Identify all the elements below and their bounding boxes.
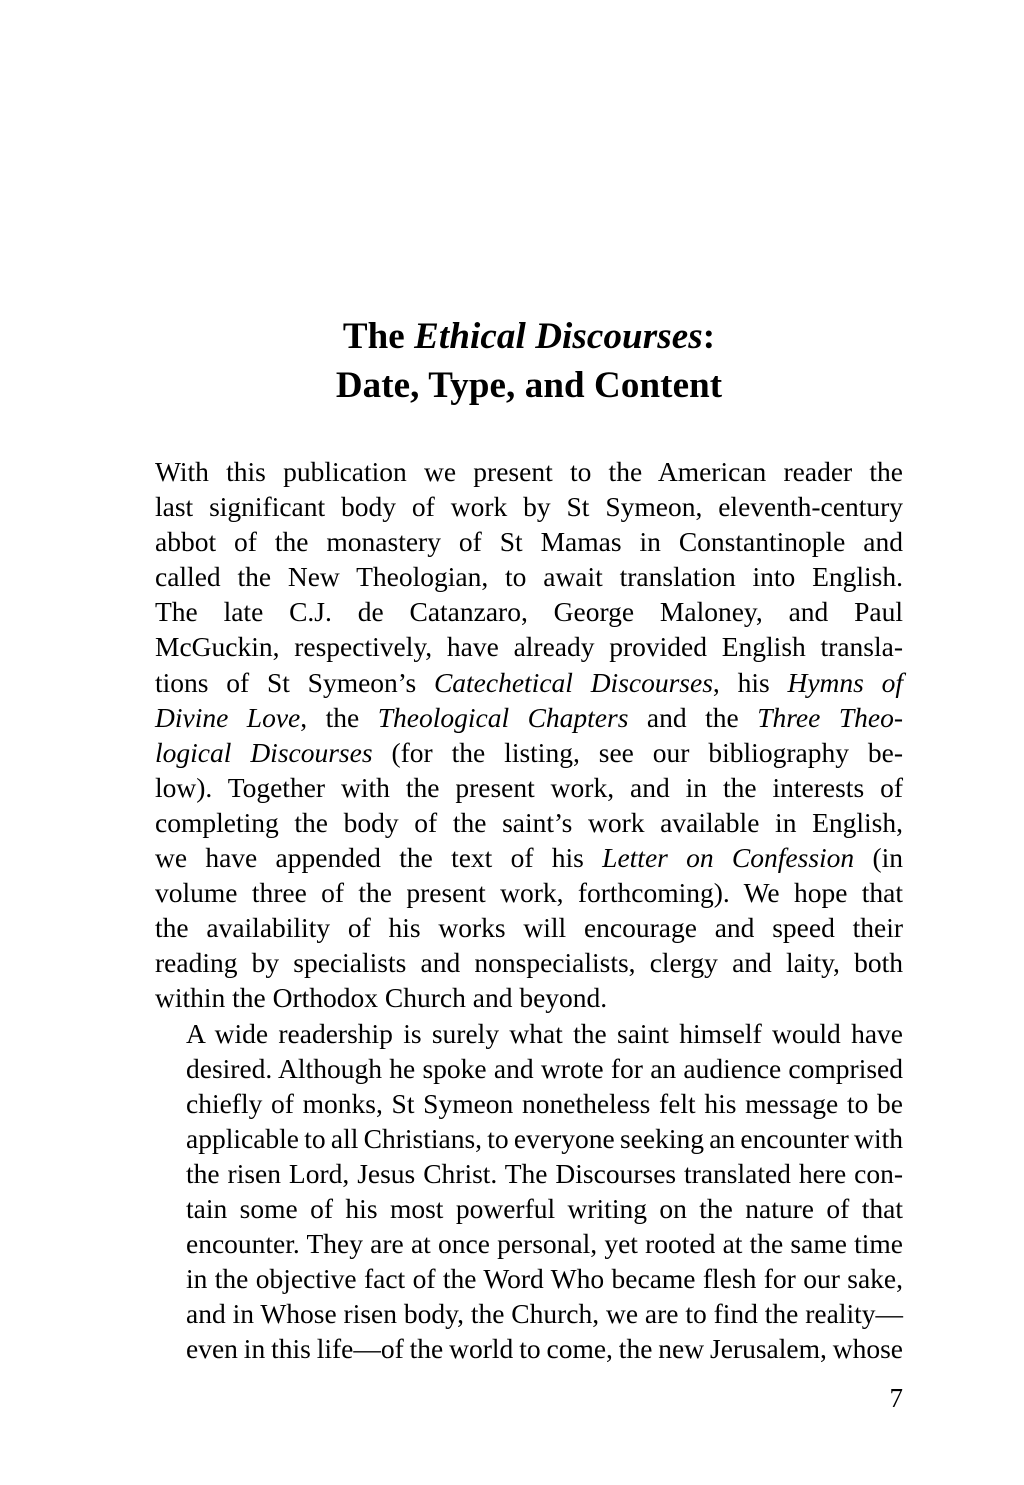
text-run: The late C.J. de Catanzaro, George Maloney, and Paul [155, 596, 903, 628]
paragraph-2 [155, 1016, 903, 1367]
text-line [155, 1226, 903, 1261]
text-run: low). Together with the present work, and in the interests of [155, 771, 903, 803]
text-run: tain some of his most powerful writing on the nature of that [186, 1192, 903, 1224]
text-run: With this publication we present to the American reader the [155, 456, 903, 487]
text-run: A wide readership is surely what the saint himself would have [186, 1017, 903, 1049]
text-line [155, 840, 903, 875]
text-line [155, 1191, 903, 1226]
text-line [155, 910, 903, 945]
text-run: in the objective fact of the Word Who became flesh for our sake, [186, 1263, 903, 1295]
text-run: tions of St Symeon’s [155, 666, 434, 698]
text-line [155, 665, 903, 700]
text-line [155, 1051, 903, 1086]
text-line [155, 524, 903, 559]
text-line [155, 1086, 903, 1121]
italic-run: Three Theo- [757, 701, 903, 733]
text-run: and in Whose risen body, the Church, we are to find the reality— [186, 1298, 903, 1330]
text-line [155, 594, 903, 629]
page-number: 7 [889, 1383, 903, 1413]
italic-run: Letter on Confession [602, 842, 855, 874]
text-run: , his [712, 666, 788, 698]
text-line [155, 454, 903, 489]
text-line [155, 1261, 903, 1296]
text-run: desired. Although he spoke and wrote for an audience comprised [186, 1052, 903, 1084]
text-run: McGuckin, respectively, have already provided English transla- [155, 631, 903, 663]
italic-run: Catechetical Discourses [433, 666, 713, 698]
page-content [155, 0, 903, 1366]
text-run: the risen Lord, Jesus Christ. The Discourses translated here con- [186, 1157, 903, 1189]
page-title [155, 312, 903, 410]
text-run: reading by specialists and nonspecialists, clergy and laity, both [155, 947, 903, 979]
text-run: (for the listing, see our bibliography be- [372, 736, 903, 768]
text-run: applicable to all Christians, to everyone seeking an encounter with [186, 1122, 903, 1154]
text-run: called the New Theologian, to await translation into English. [155, 561, 904, 593]
italic-run: Divine Love [155, 701, 301, 733]
title-line-1 [155, 312, 903, 361]
body-text [155, 454, 903, 1366]
italic-run: Theological Chapters [377, 701, 629, 733]
text-run: , the [300, 701, 378, 733]
text-run: we have appended the text of his [155, 842, 603, 874]
text-line [155, 805, 903, 840]
text-run: abbot of the monastery of St Mamas in Constantinople and [155, 526, 903, 558]
text-run: last significant body of work by St Symeon, eleventh-century [155, 491, 903, 523]
text-line [155, 1121, 903, 1156]
text-run: (in [854, 842, 904, 874]
text-run: within the Orthodox Church and beyond. [155, 982, 608, 1014]
text-run: volume three of the present work, forthcoming). We hope that [155, 877, 903, 909]
paragraph-1 [155, 454, 903, 1016]
text-line [155, 1156, 903, 1191]
title-prefix: The [342, 316, 415, 357]
text-line [155, 945, 903, 980]
text-line [155, 489, 903, 524]
text-line [155, 1296, 903, 1331]
title-line-2: Date, Type, and Content [335, 365, 723, 406]
text-line [155, 559, 903, 594]
text-line [155, 1331, 903, 1366]
text-run: completing the body of the saint’s work available in English, [155, 806, 903, 838]
text-line [155, 1016, 903, 1051]
italic-run: Hymns of [787, 666, 903, 698]
title-italic-work: Ethical Discourses [414, 316, 703, 357]
text-run: and the [628, 701, 758, 733]
title-suffix: : [702, 316, 716, 357]
text-line [155, 735, 903, 770]
text-line [155, 700, 903, 735]
text-line [155, 770, 903, 805]
text-line [155, 629, 903, 664]
text-line [155, 875, 903, 910]
text-run: encounter. They are at once personal, yet rooted at the same time [186, 1228, 903, 1260]
text-run: chiefly of monks, St Symeon nonetheless felt his message to be [186, 1087, 903, 1119]
text-line [155, 980, 903, 1015]
italic-run: logical Discourses [155, 736, 373, 768]
text-run: even in this life—of the world to come, the new Jerusalem, whose [186, 1333, 903, 1365]
text-run: the availability of his works will encourage and speed their [155, 912, 903, 944]
